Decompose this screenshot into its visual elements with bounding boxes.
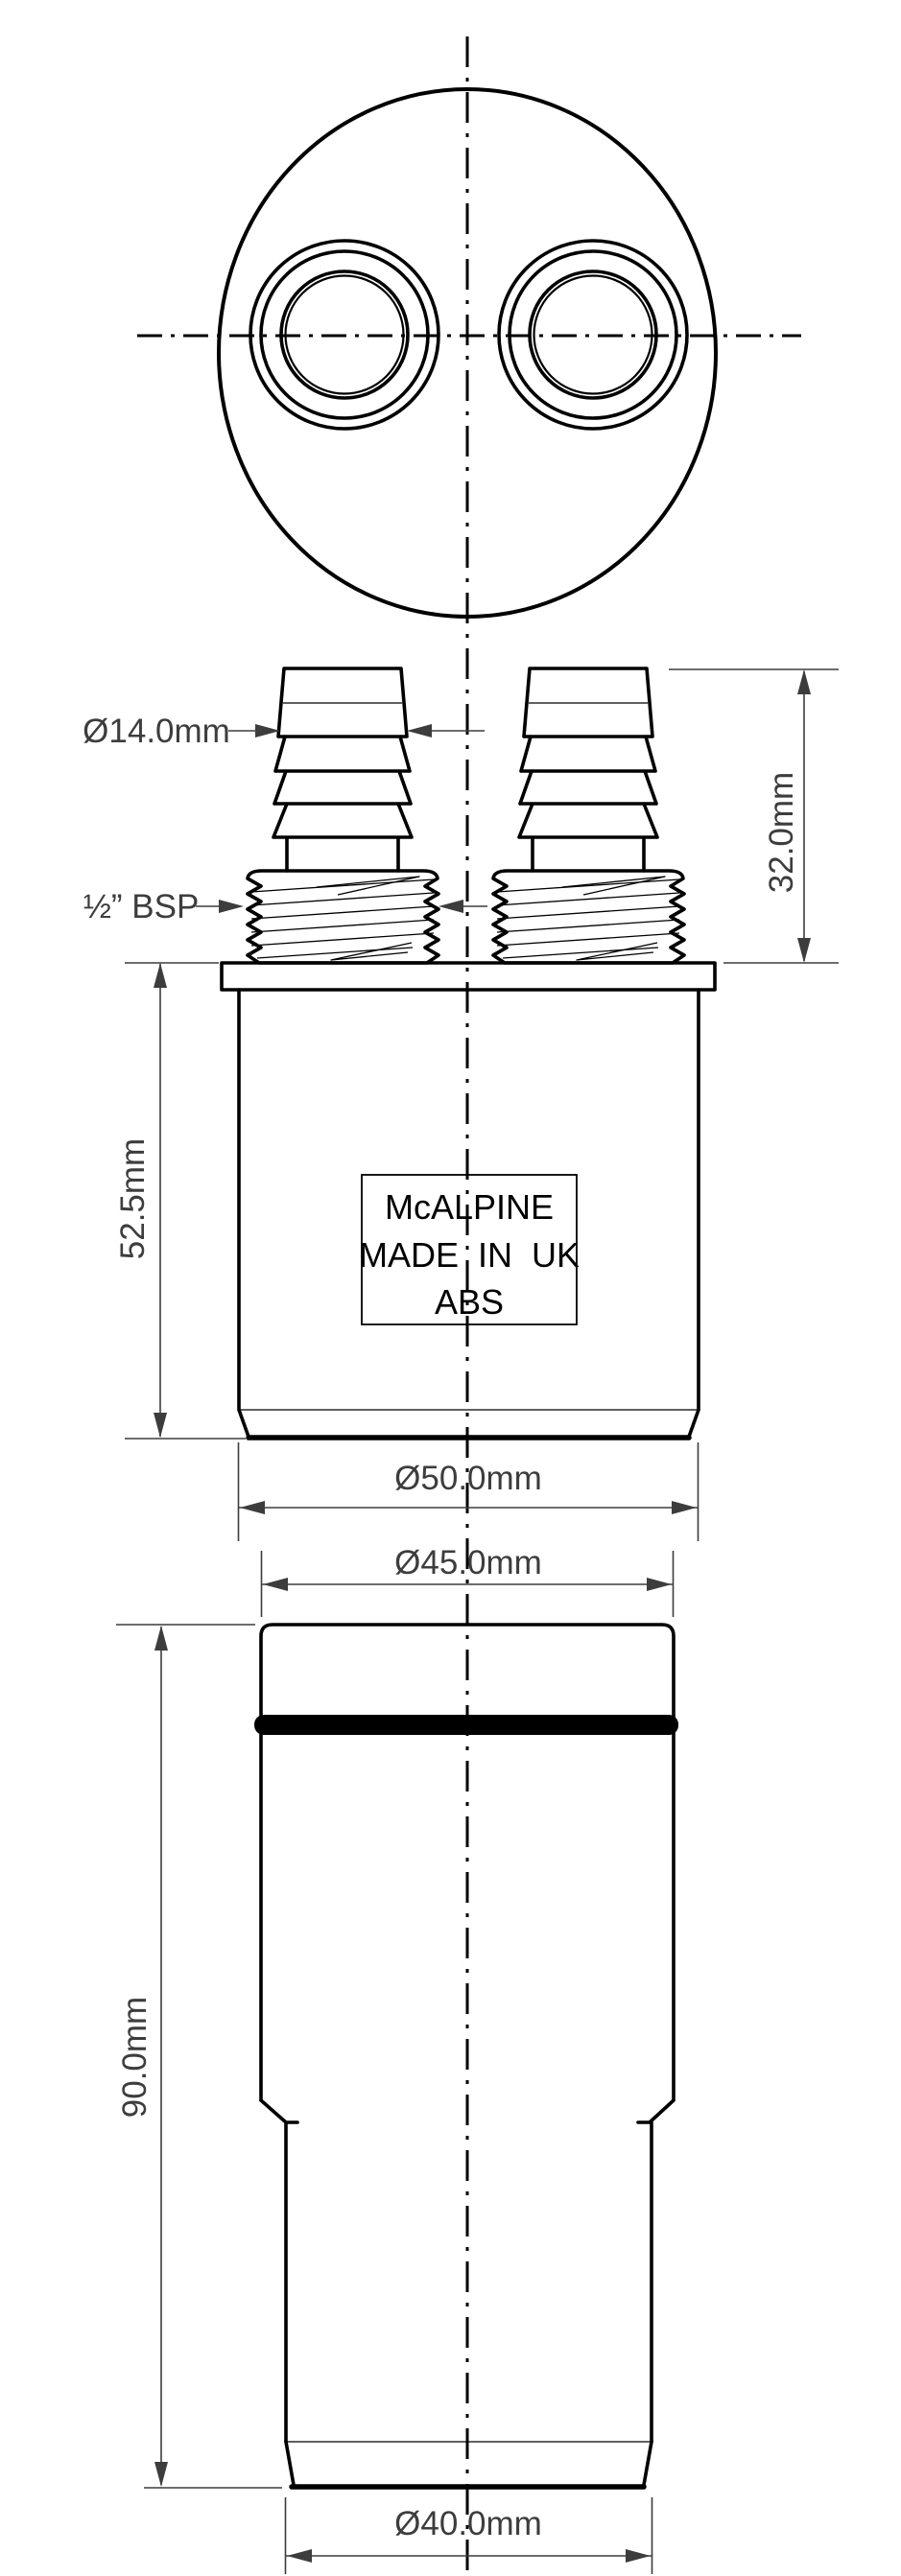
o-ring-band	[254, 1715, 678, 1735]
dim-body-od-label: Ø50.0mm	[394, 1460, 542, 1497]
dim-body-height	[114, 963, 246, 1439]
marking-material: ABS	[434, 1282, 505, 1322]
dim-socket-od-label: Ø45.0mm	[394, 1544, 542, 1581]
dim-overall-height	[116, 1625, 282, 2488]
dim-outlet-od-label: Ø40.0mm	[394, 2505, 542, 2542]
left-hose-barb	[273, 668, 412, 871]
dim-inlet-height-label: 32.0mm	[763, 771, 800, 894]
marking-brand: McALPINE	[384, 1187, 555, 1227]
dim-body-height-label: 52.5mm	[114, 1137, 152, 1260]
dim-thread-size-label: ½” BSP	[83, 888, 200, 925]
dim-barb-od-label: Ø14.0mm	[83, 713, 230, 750]
dim-inlet-height	[669, 669, 839, 963]
right-thread-collar	[493, 871, 684, 963]
left-thread-collar	[248, 871, 439, 963]
right-hose-barb	[519, 668, 657, 871]
dim-overall-height-label: 90.0mm	[116, 1996, 154, 2119]
marking-origin: MADE IN UK	[358, 1235, 581, 1275]
